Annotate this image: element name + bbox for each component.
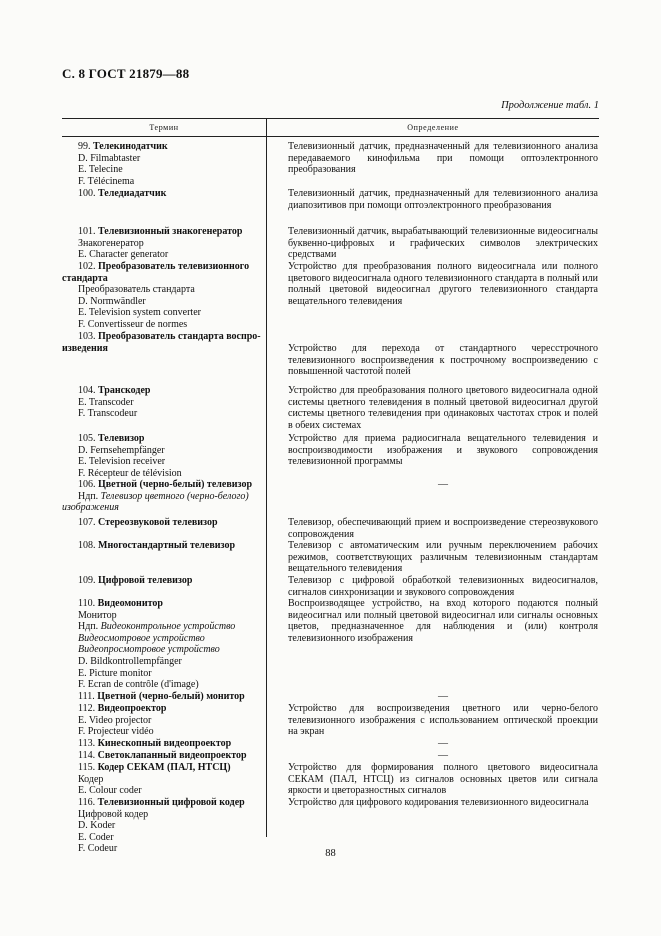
deprecated-term: Видеопросмотровое устройство (78, 644, 220, 656)
page-header: С. 8 ГОСТ 21879—88 (62, 66, 190, 81)
french-equivalent: F. Ecran de contrôle (d'image) (78, 679, 199, 691)
deprecated-term: Телевизор цветного (черно-белого) (100, 490, 249, 502)
synonym: Монитор (78, 609, 117, 621)
definition-cell: — (438, 479, 448, 490)
synonym: Цифровой кодер (78, 808, 149, 820)
term-name: Теледиадатчик (98, 188, 167, 199)
german-equivalent: D. Bildkontrollempfänger (78, 655, 182, 667)
term-cell (62, 691, 262, 703)
definition-cell: Телевизор с автоматическим или ручным переключением рабочих режимов, соответствующих различным телевизионным стандартам вещательного телевидения (288, 540, 598, 575)
definition-cell: Телевизионный датчик, предназначенный для телевизионного анализа передаваемого кинофильма при помощи оптоэлектронного преобразования (288, 141, 598, 176)
table-continuation-label: Продолжение табл. 1 (501, 100, 599, 111)
french-equivalent: F. Projecteur vidéo (78, 726, 154, 738)
term-number: 108. (78, 540, 96, 551)
term-cell (62, 575, 262, 587)
term-name: Преобразователь телевизионного (98, 261, 250, 272)
term-name: Стереозвуковой телевизор (98, 517, 218, 528)
term-number: 99. (78, 141, 91, 152)
term-number: 110. (78, 598, 96, 609)
term-cell (62, 598, 262, 691)
synonym: Кодер (78, 773, 104, 785)
deprecated-term-continued: изображения (62, 502, 119, 514)
term-number: 115. (78, 762, 96, 773)
term-cell (62, 540, 262, 552)
deprecated-term: Видеосмотровое устройство (78, 632, 205, 644)
term-name: Цветной (черно-белый) монитор (97, 691, 245, 702)
term-name: Цифровой телевизор (98, 575, 193, 586)
term-number: 113. (78, 738, 96, 749)
term-name: Кодер СЕКАМ (ПАЛ, НТСЦ) (97, 762, 231, 773)
german-equivalent: D. Fernsehempfänger (78, 444, 165, 456)
term-number: 101. (78, 226, 96, 237)
definition-cell: Телевизионный датчик, вырабатывающий телевизионные видеосигналы буквенно-цифровых и графических символов электрических средствами (288, 226, 598, 261)
term-number: 107. (78, 517, 96, 528)
definition-cell: Устройство для преобразования полного цветового видеосигнала одной системы цветного телевидения в полный цветовой видеосигнал другой системы цветного телевидения при одинаковых частотах строк и полей в обеих системах (288, 385, 598, 431)
term-number: 112. (78, 703, 96, 714)
english-equivalent: E. Character generator (78, 249, 169, 261)
deprecated-label: Ндп. (78, 490, 99, 502)
term-name: Видеомонитор (97, 598, 163, 609)
term-cell (62, 261, 262, 331)
term-name: Цветной (черно-белый) телевизор (98, 479, 253, 490)
english-equivalent: E. Transcoder (78, 396, 134, 408)
german-equivalent: D. Normwändler (78, 295, 146, 307)
term-name: Телевизионный знакогенератор (98, 226, 243, 237)
term-name: Телевизор (98, 433, 145, 444)
term-number: 116. (78, 797, 96, 808)
definition-cell: Телевизор, обеспечивающий прием и воспроизведение стереозвукового сопровождения (288, 517, 598, 540)
term-number: 104. (78, 385, 96, 396)
term-name: Видеопроектор (97, 703, 167, 714)
term-number: 114. (78, 750, 96, 761)
english-equivalent: E. Telecine (78, 164, 123, 176)
definition-cell: — (438, 738, 448, 749)
french-equivalent: F. Codeur (78, 843, 118, 855)
term-name: Телекинодатчик (93, 141, 168, 152)
term-cell (62, 226, 262, 261)
term-cell (62, 517, 262, 529)
term-name-continued: стандарта (62, 272, 108, 284)
term-number: 100. (78, 188, 96, 199)
english-equivalent: E. Television receiver (78, 456, 166, 468)
column-divider (266, 137, 267, 837)
term-cell (62, 479, 262, 514)
term-number: 106. (78, 479, 96, 490)
definition-cell: Устройство для воспроизведения цветного или черно-белого телевизионного изображения с использованием оптической проекции на экран (288, 703, 598, 738)
term-name: Телевизионный цифровой кодер (97, 797, 245, 808)
french-equivalent: F. Récepteur de télévision (78, 467, 182, 479)
term-cell (62, 797, 262, 855)
definition-cell: Устройство для перехода от стандартного чересстрочного телевизионного воспроизведения к построчному воспроизведению с повышенной частотой полей (288, 343, 598, 378)
term-name-continued: изведения (62, 342, 108, 354)
definition-cell: Устройство для приема радиосигнала вещательного телевидения и воспроизводимости изображения и звукового сопровождения телевизионной программы (288, 433, 598, 468)
term-cell (62, 750, 262, 762)
term-number: 102. (78, 261, 96, 272)
english-equivalent: E. Coder (78, 831, 114, 843)
definition-column-header: Определение (266, 119, 599, 136)
table-header (62, 119, 599, 137)
definition-cell: — (438, 691, 448, 702)
deprecated-term: Видеоконтрольное устройство (100, 621, 236, 633)
term-name: Транскодер (98, 385, 151, 396)
term-cell (62, 331, 262, 354)
definition-cell: — (438, 750, 448, 761)
english-equivalent: E. Colour coder (78, 785, 142, 797)
definition-cell: Воспроизводящее устройство, на вход которого подаются полный видеосигнал или полный цветовой видеосигнал или сигналы основных цветов, предназначенное для наблюдения и (или) контроля телевизионного изображения (288, 598, 598, 644)
english-equivalent: E. Video projector (78, 714, 152, 726)
german-equivalent: D. Filmabtaster (78, 152, 141, 164)
synonym: Преобразователь стандарта (78, 284, 195, 296)
french-equivalent: F. Convertisseur de normes (78, 318, 188, 330)
term-cell (62, 188, 262, 200)
term-name: Многостандартный телевизор (98, 540, 236, 551)
term-number: 103. (78, 331, 96, 342)
french-equivalent: F. Télécinema (78, 175, 135, 187)
term-cell (62, 433, 262, 479)
english-equivalent: E. Television system converter (78, 307, 201, 319)
term-name: Светоклапанный видеопроектор (97, 750, 247, 761)
synonym: Знакогенератор (78, 237, 144, 249)
german-equivalent: D. Koder (78, 820, 116, 832)
term-name: Преобразователь стандарта воспро- (98, 331, 261, 342)
english-equivalent: E. Picture monitor (78, 667, 152, 679)
definition-cell: Устройство для формирования полного цветового видеосигнала СЕКАМ (ПАЛ, НТСЦ) из сигналов основных цветов или сигнала яркости и цветоразностных сигналов (288, 762, 598, 797)
term-cell (62, 385, 262, 420)
definition-cell: Телевизионный датчик, предназначенный для телевизионного анализа диапозитивов при помощи оптоэлектронного преобразования (288, 188, 598, 211)
term-number: 105. (78, 433, 96, 444)
term-column-header: Термин (149, 123, 179, 132)
definition-cell: Устройство для цифрового кодирования телевизионного видеосигнала (288, 797, 589, 808)
definition-cell: Телевизор с цифровой обработкой телевизионных видеосигналов, сигналов синхронизации и звукового сопровождения (288, 575, 598, 598)
term-number: 109. (78, 575, 96, 586)
french-equivalent: F. Transcodeur (78, 408, 138, 420)
definition-cell: Устройство для преобразования полного видеосигнала или полного цветового видеосигнала одного телевизионного стандарта в полный или полный цветовой видеосигнал другого телевизионного стандарта вещательного телевидения (288, 261, 598, 307)
term-cell (62, 141, 262, 187)
term-name: Кинескопный видеопроектор (97, 738, 232, 749)
deprecated-label: Ндп. (78, 621, 99, 633)
term-cell (62, 762, 262, 797)
term-cell (62, 703, 262, 738)
term-number: 111. (78, 691, 95, 702)
page-number: 88 (325, 848, 336, 859)
term-cell (62, 738, 262, 750)
